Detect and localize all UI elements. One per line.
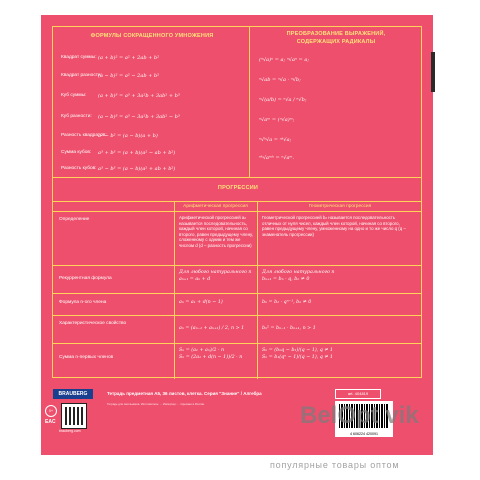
divider-vertical-top	[249, 27, 250, 177]
watermark-logo: BelOpt vik	[300, 402, 419, 429]
table-column-rule	[174, 201, 175, 379]
formula-name: Квадрат разности:	[61, 73, 102, 78]
formula-name: Куб суммы:	[61, 93, 87, 98]
formula-name: Разность кубов:	[61, 166, 97, 171]
formula-expression: a³ − b³ = (a − b)(a² + ab + b²)	[98, 166, 176, 172]
table-rule	[53, 315, 421, 316]
formula-name: Сумма кубов:	[61, 150, 92, 155]
table-rule	[53, 201, 421, 202]
radical-rule: (ⁿ√a)ⁿ = a; ⁿ√aⁿ = a;	[259, 57, 309, 63]
radicals-heading-line2: СОДЕРЖАЩИХ РАДИКАЛЫ	[296, 39, 376, 45]
formula-expression: (a − b)² = a² − 2ab + b²	[98, 73, 160, 79]
formula-expression: (a − b)³ = a³ − 3a²b + 3ab² − b³	[98, 114, 180, 120]
column-header-geometric: Геометрическая прогрессия	[308, 204, 372, 209]
product-title: Тетрадь предметная А5, 36 листов, клетка. Серия "Знание" / Алгебра	[107, 391, 262, 396]
formula-name: Квадрат суммы:	[61, 55, 97, 60]
property-geometric: bₙ² = bₙ₋₁ · bₙ₊₁, n > 1	[262, 326, 316, 331]
definition-arithmetic: Арифметической прогрессией aₙ называется последовательность, каждый член которой, начиная со второго, равен предыдущему члену, сложенному с одним и тем же числом d (d – разность прогрессии)	[179, 215, 253, 248]
row-label: Рекуррентная формула	[59, 276, 112, 281]
sum-arithmetic: Sₙ = (a₁ + aₙ)/2 · n Sₙ = (2a₁ + d(n − 1))/2 · n	[179, 348, 243, 360]
reference-frame	[52, 26, 422, 378]
qr-code-icon	[61, 403, 87, 429]
sum-geometric: Sₙ = (bₙq − b₁)/(q − 1), q ≠ 1 Sₙ = b₁(qⁿ − 1)/(q − 1), q ≠ 1	[262, 348, 333, 360]
progressions-heading: ПРОГРЕССИИ	[217, 185, 259, 191]
divider-horizontal	[53, 177, 421, 178]
row-label: Формула n-ого члена	[59, 300, 107, 305]
watermark-tagline: популярные товары оптом	[270, 460, 400, 470]
brand-logo: BRAUBERG	[53, 389, 93, 399]
radical-rule: ⁿᵏ√aᵐᵏ = ⁿ√aᵐ.	[259, 155, 295, 161]
radical-rule: ⁿ√aᵐ = (ⁿ√a)ᵐ;	[259, 117, 295, 123]
radical-rule: ⁿ√ᵏ√a = ⁿᵏ√a;	[259, 137, 292, 143]
eac-mark: EAC	[45, 419, 56, 425]
formula-expression: a² − b² = (a − b)(a + b)	[98, 133, 158, 139]
table-rule	[53, 293, 421, 294]
formula-name: Разность квадратов:	[61, 133, 107, 138]
formula-expression: (a + b)³ = a³ + 3a²b + 3ab² + b³	[98, 93, 180, 99]
recurrence-geometric: Для любого натурального n bₙ₊₁ = bₙ · q, bₙ ≠ 0	[262, 270, 335, 282]
property-arithmetic: aₙ = (aₙ₋₁ + aₙ₊₁) / 2, n > 1	[179, 326, 245, 331]
radicals-heading-line1: ПРЕОБРАЗОВАНИЕ ВЫРАЖЕНИЙ,	[286, 31, 386, 37]
barcode-number: 4 606224 420091	[350, 432, 378, 436]
formula-expression: a³ + b³ = (a + b)(a² − ab + b²)	[98, 150, 176, 156]
radical-rule: ⁿ√ab = ⁿ√a · ⁿ√b;	[259, 77, 301, 83]
table-rule	[53, 211, 421, 212]
row-label: Определение	[59, 217, 90, 222]
formula-name: Куб разности:	[61, 114, 92, 119]
cover-tab	[431, 52, 435, 92]
fine-print: Тетрадь для школьников. Изготовитель: ... Импортер: ... Сделано в России.	[107, 402, 205, 406]
formula-expression: (a + b)² = a² + 2ab + b²	[98, 55, 160, 61]
recurrence-arithmetic: Для любого натурального n aₙ₊₁ = aₙ + d	[179, 270, 252, 282]
nth-term-arithmetic: aₙ = a₁ + d(n − 1)	[179, 300, 223, 305]
age-rating-badge: 0+	[45, 405, 57, 417]
row-label: Сумма n-первых членов	[59, 355, 114, 360]
table-rule	[53, 343, 421, 344]
radical-rule: ⁿ√(a/b) = ⁿ√a / ⁿ√b;	[259, 97, 307, 103]
formulas-heading: ФОРМУЛЫ СОКРАЩЕННОГО УМНОЖЕНИЯ	[90, 33, 214, 39]
article-number: art. 404819	[335, 389, 381, 399]
column-header-arithmetic: Арифметическая прогрессия	[183, 204, 248, 209]
table-column-rule	[257, 201, 258, 379]
qr-label: brauberg.com	[59, 429, 81, 433]
row-label: Характеристическое свойство	[59, 321, 127, 326]
nth-term-geometric: bₙ = b₁ · qⁿ⁻¹, bₙ ≠ 0	[262, 300, 312, 305]
table-rule	[53, 265, 421, 266]
definition-geometric: Геометрической прогрессией bₙ называется последовательность отличных от нуля чисел, каждый член которой, начиная со второго, равен предыдущему члену, умноженному на одно и то же число q (q – знаменатель прогрессии)	[262, 215, 406, 237]
